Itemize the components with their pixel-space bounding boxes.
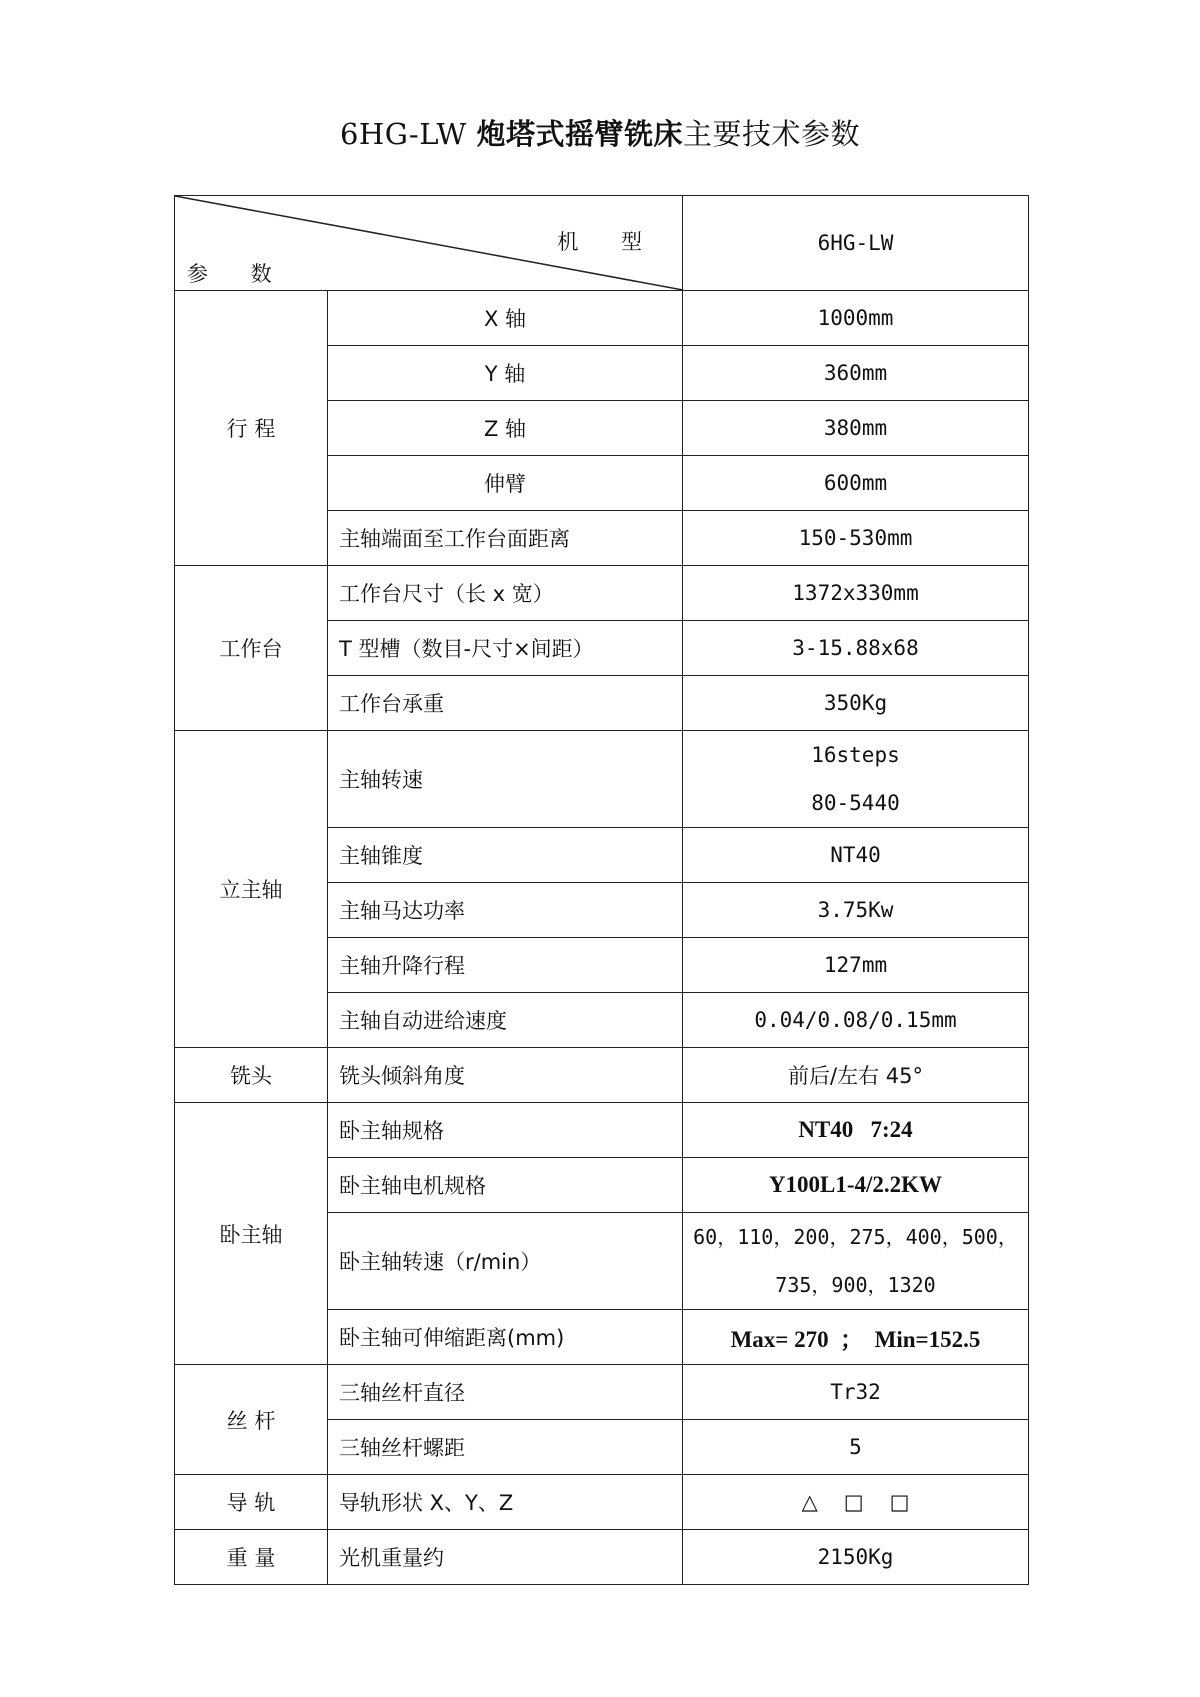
table-row xyxy=(175,1103,1029,1158)
group-label-table: 工作台 xyxy=(175,566,328,731)
page-title xyxy=(0,112,1200,153)
table-row xyxy=(175,566,1029,621)
value-cell: 前后/左右 45° xyxy=(683,1048,1029,1103)
value-cell: Tr32 xyxy=(683,1365,1029,1420)
table-header-row xyxy=(175,196,1029,291)
value-cell: 1372x330mm xyxy=(683,566,1029,621)
param-cell: X 轴 xyxy=(328,291,683,346)
param-cell: Z 轴 xyxy=(328,401,683,456)
value-line-1: 16steps xyxy=(811,743,900,767)
value-cell: NT40 xyxy=(683,828,1029,883)
param-cell: 卧主轴转速（r/min） xyxy=(328,1213,683,1310)
value-cell: 3-15.88x68 xyxy=(683,621,1029,676)
table-row xyxy=(175,1365,1029,1420)
param-cell: 光机重量约 xyxy=(328,1530,683,1585)
table-row xyxy=(175,1530,1029,1585)
value-cell: 5 xyxy=(683,1420,1029,1475)
param-cell: 主轴自动进给速度 xyxy=(328,993,683,1048)
table-row xyxy=(175,291,1029,346)
guideway-shapes xyxy=(683,1475,1029,1530)
square-icon: □ xyxy=(843,1490,864,1514)
param-cell: 三轴丝杆螺距 xyxy=(328,1420,683,1475)
param-cell: 工作台承重 xyxy=(328,676,683,731)
param-cell: 主轴锥度 xyxy=(328,828,683,883)
param-cell: 伸臂 xyxy=(328,456,683,511)
triangle-icon: △ xyxy=(801,1490,818,1514)
param-cell: 主轴升降行程 xyxy=(328,938,683,993)
title-model: 6HG-LW xyxy=(339,117,467,151)
param-cell: T 型槽（数目-尺寸×间距） xyxy=(328,621,683,676)
value-cell: 600mm xyxy=(683,456,1029,511)
square-icon: □ xyxy=(889,1490,910,1514)
value-line-2: 80-5440 xyxy=(811,791,900,815)
value-cell: Y100L1-4/2.2KW xyxy=(683,1158,1029,1213)
value-cell: NT40 7:24 xyxy=(683,1103,1029,1158)
value-cell: 380mm xyxy=(683,401,1029,456)
value-cell: 360mm xyxy=(683,346,1029,401)
value-cell: 350Kg xyxy=(683,676,1029,731)
param-cell: 主轴端面至工作台面距离 xyxy=(328,511,683,566)
header-param-label: 参 数 xyxy=(187,262,290,286)
header-model-label: 机 型 xyxy=(557,230,660,254)
value-cell: 1000mm xyxy=(683,291,1029,346)
value-cell: 0.04/0.08/0.15mm xyxy=(683,993,1029,1048)
group-label-lead-screw: 丝 杆 xyxy=(175,1365,328,1475)
param-cell: 工作台尺寸（长 x 宽） xyxy=(328,566,683,621)
param-cell: 卧主轴可伸缩距离(mm) xyxy=(328,1310,683,1365)
value-cell: 127mm xyxy=(683,938,1029,993)
value-cell xyxy=(683,731,1029,828)
param-cell: 铣头倾斜角度 xyxy=(328,1048,683,1103)
param-cell: 卧主轴电机规格 xyxy=(328,1158,683,1213)
value-cell: 3.75Kw xyxy=(683,883,1029,938)
group-label-vertical-spindle: 立主轴 xyxy=(175,731,328,1048)
header-model-value: 6HG-LW xyxy=(683,196,1029,291)
group-label-weight: 重 量 xyxy=(175,1530,328,1585)
param-cell: 主轴马达功率 xyxy=(328,883,683,938)
param-cell: 三轴丝杆直径 xyxy=(328,1365,683,1420)
title-suffix: 主要技术参数 xyxy=(683,117,861,151)
value-cell: 2150Kg xyxy=(683,1530,1029,1585)
value-cell: Max= 270 ； Min=152.5 xyxy=(683,1310,1029,1365)
group-label-horizontal-spindle: 卧主轴 xyxy=(175,1103,328,1365)
title-machine-name: 炮塔式摇臂铣床 xyxy=(476,117,683,151)
table-row xyxy=(175,731,1029,828)
value-cell: 150-530mm xyxy=(683,511,1029,566)
table-row xyxy=(175,1475,1029,1530)
table-row xyxy=(175,1048,1029,1103)
group-label-guideway: 导 轨 xyxy=(175,1475,328,1530)
value-cell xyxy=(683,1213,1029,1310)
spec-table xyxy=(174,195,1029,1585)
group-label-travel: 行 程 xyxy=(175,291,328,566)
group-label-milling-head: 铣头 xyxy=(175,1048,328,1103)
diagonal-header-cell xyxy=(175,196,683,291)
param-cell: 卧主轴规格 xyxy=(328,1103,683,1158)
param-cell: Y 轴 xyxy=(328,346,683,401)
value-line-2: 735，900，1320 xyxy=(775,1273,936,1297)
value-line-1: 60，110，200，275，400，500， xyxy=(693,1225,1018,1249)
param-cell: 主轴转速 xyxy=(328,731,683,828)
param-cell: 导轨形状 X、Y、Z xyxy=(328,1475,683,1530)
